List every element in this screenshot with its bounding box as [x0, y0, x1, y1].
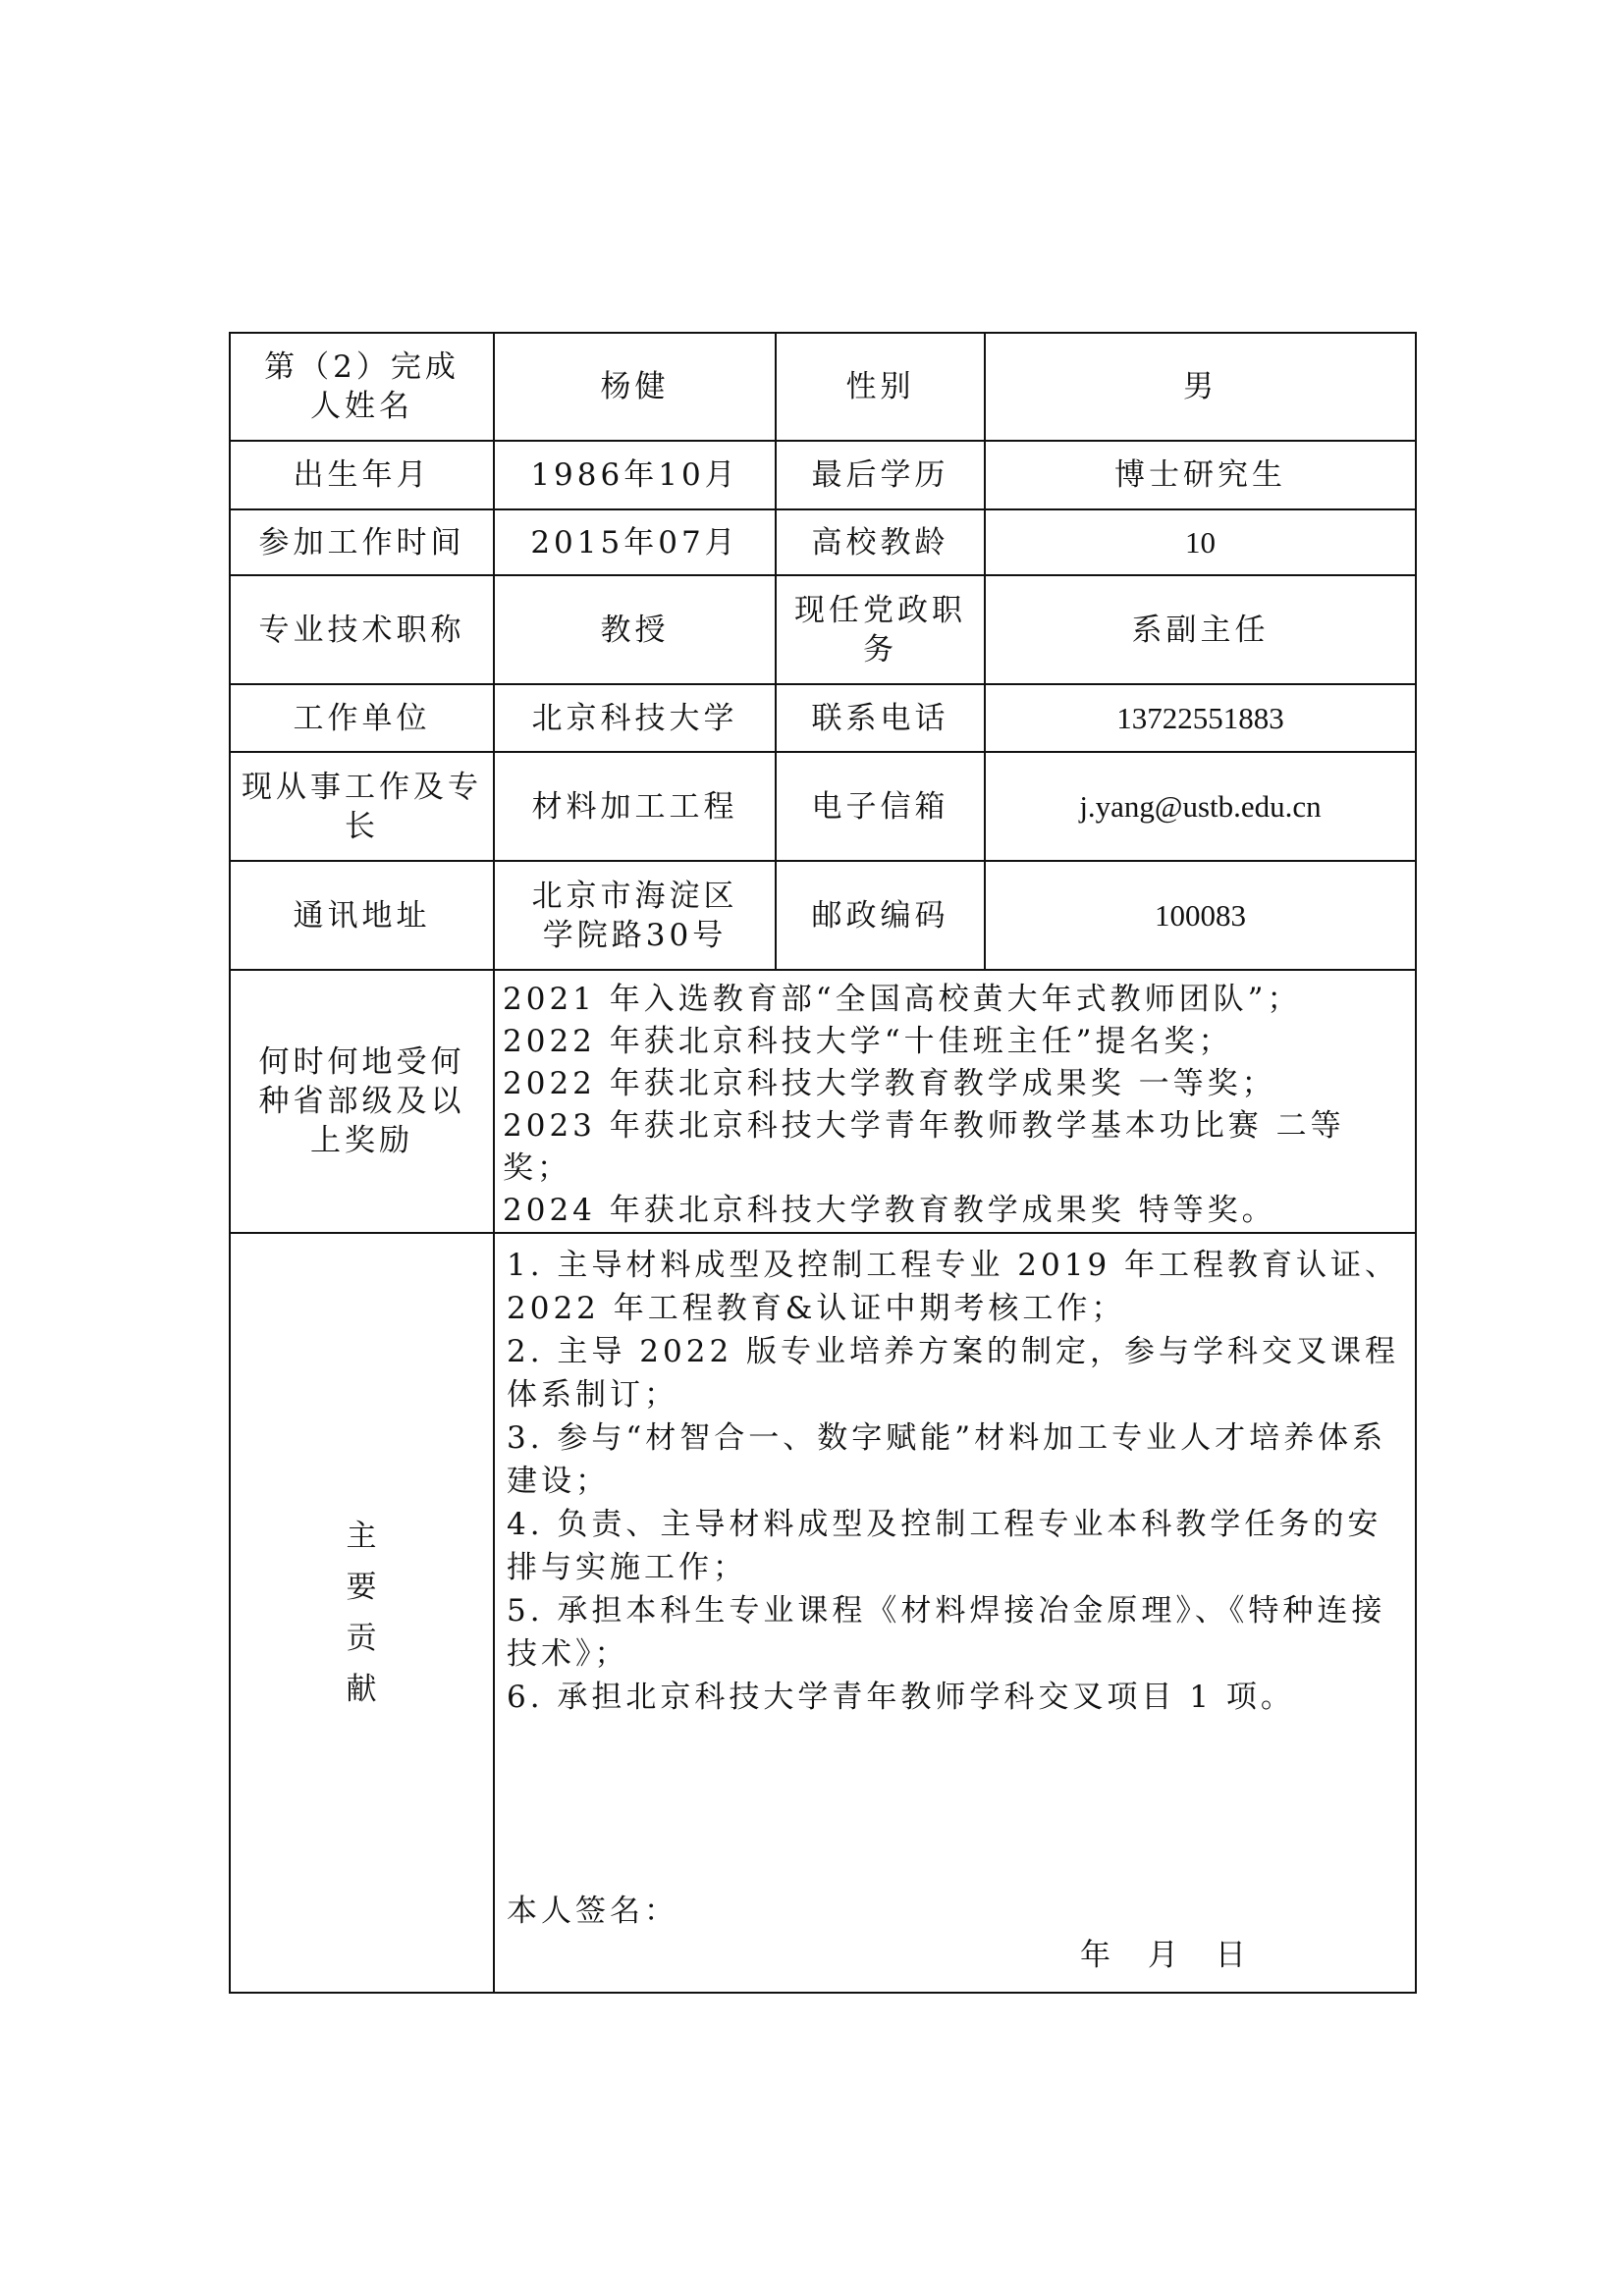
work-start-label: 参加工作时间	[230, 509, 494, 575]
award-item: 2021 年入选教育部“全国高校黄大年式教师团队”；	[503, 982, 1302, 1017]
work-start-value: 2015年07月	[494, 509, 776, 575]
signature-label: 本人签名：	[507, 1894, 678, 1929]
unit-label: 工作单位	[230, 684, 494, 752]
award-item: 2023 年获北京科技大学青年教师教学基本功比赛 二等奖；	[503, 1108, 1345, 1186]
gender-value: 男	[985, 333, 1416, 441]
gender-label: 性别	[776, 333, 985, 441]
awards-list	[494, 970, 1416, 1233]
field-label: 现从事工作及专长	[230, 752, 494, 861]
contributions-list	[494, 1233, 1416, 1993]
email-value: j.yang@ustb.edu.cn	[985, 752, 1416, 861]
email-label: 电子信箱	[776, 752, 985, 861]
award-item: 2022 年获北京科技大学“十佳班主任”提名奖；	[503, 1024, 1233, 1059]
contributions-label-text: 主要贡献	[346, 1519, 381, 1707]
award-item: 2022 年获北京科技大学教育教学成果奖 一等奖；	[503, 1066, 1276, 1101]
title-label: 专业技术职称	[230, 575, 494, 684]
education-label: 最后学历	[776, 441, 985, 509]
personnel-info-table	[229, 332, 1417, 1994]
zip-label: 邮政编码	[776, 861, 985, 970]
contribution-item: 1. 主导材料成型及控制工程专业 2019 年工程教育认证、2022 年工程教育&认证中期考核工作；	[507, 1248, 1400, 1326]
name-value: 杨健	[494, 333, 776, 441]
post-label: 现任党政职务	[776, 575, 985, 684]
awards-label: 何时何地受何种省部级及以上奖励	[230, 970, 494, 1233]
education-value: 博士研究生	[985, 441, 1416, 509]
contribution-item: 6. 承担北京科技大学青年教师学科交叉项目 1 项。	[507, 1680, 1295, 1715]
date-label: 年 月 日	[1080, 1938, 1250, 1973]
contribution-item: 5. 承担本科生专业课程《材料焊接冶金原理》、《特种连接技术》；	[507, 1593, 1386, 1672]
teaching-years-label: 高校教龄	[776, 509, 985, 575]
phone-label: 联系电话	[776, 684, 985, 752]
address-value: 北京市海淀区学院路30号	[494, 861, 776, 970]
title-value: 教授	[494, 575, 776, 684]
birth-label: 出生年月	[230, 441, 494, 509]
teaching-years-value: 10	[985, 509, 1416, 575]
zip-value: 100083	[985, 861, 1416, 970]
address-label: 通讯地址	[230, 861, 494, 970]
unit-value: 北京科技大学	[494, 684, 776, 752]
contributions-label	[230, 1233, 494, 1993]
award-item: 2024 年获北京科技大学教育教学成果奖 特等奖。	[503, 1193, 1276, 1228]
phone-value: 13722551883	[985, 684, 1416, 752]
field-value: 材料加工工程	[494, 752, 776, 861]
contribution-item: 2. 主导 2022 版专业培养方案的制定，参与学科交叉课程体系制订；	[507, 1334, 1400, 1413]
birth-value: 1986年10月	[494, 441, 776, 509]
contribution-item: 4. 负责、主导材料成型及控制工程专业本科教学任务的安排与实施工作；	[507, 1507, 1382, 1585]
contribution-item: 3. 参与“材智合一、数字赋能”材料加工专业人才培养体系建设；	[507, 1420, 1387, 1499]
post-value: 系副主任	[985, 575, 1416, 684]
name-label: 第（2）完成人姓名	[230, 333, 494, 441]
